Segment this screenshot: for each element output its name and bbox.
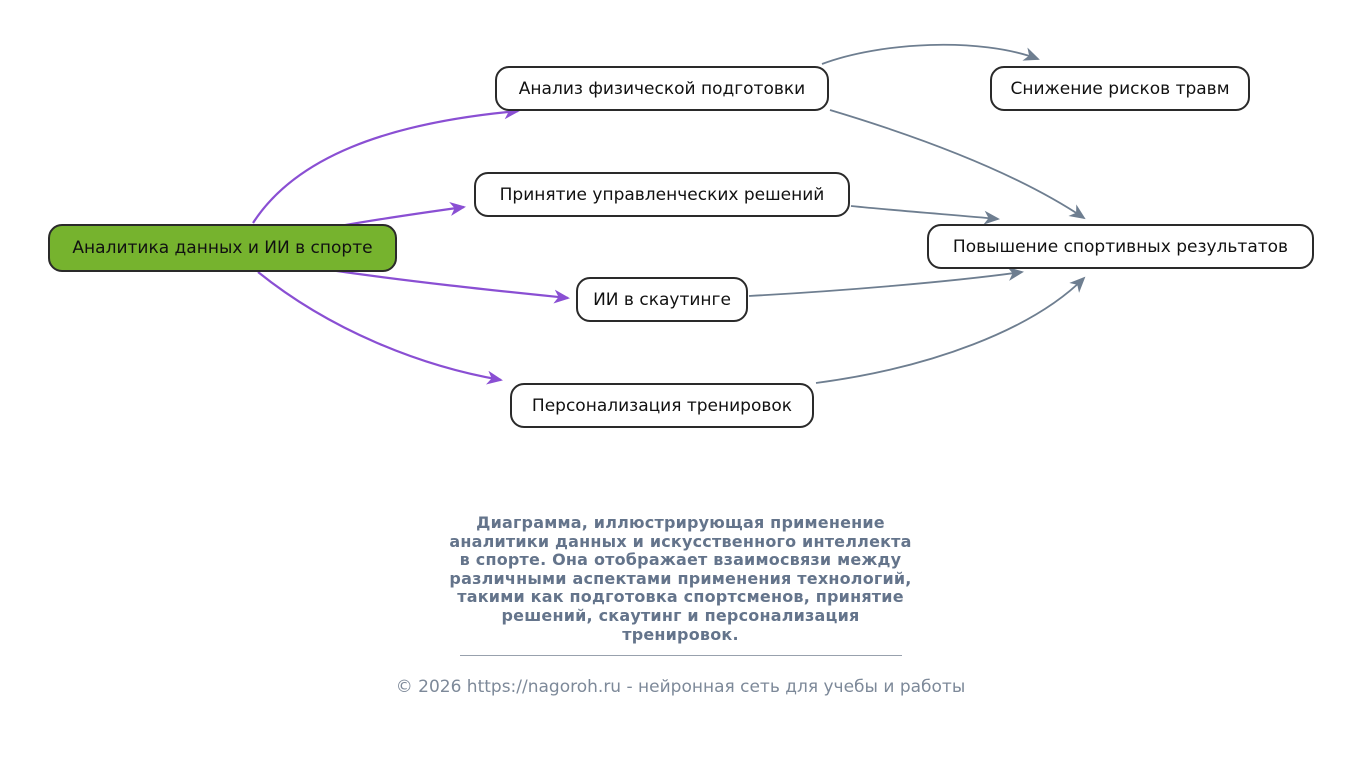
caption-line: такими как подготовка спортсменов, принятие bbox=[457, 587, 904, 607]
node-training-personalization-label: Персонализация тренировок bbox=[531, 395, 793, 416]
node-fitness-analysis-label: Анализ физической подготовки bbox=[518, 78, 806, 99]
footer-credit: © 2026 https://nagoroh.ru - нейронная сеть для учебы и работы bbox=[395, 677, 966, 697]
edge-scouting-to-results bbox=[749, 272, 1022, 296]
edge-fitness-to-results bbox=[830, 110, 1084, 218]
separator-line bbox=[460, 655, 902, 656]
edge-decisions-to-results bbox=[851, 206, 998, 219]
caption-line: аналитики данных и искусственного интеллекта bbox=[449, 531, 912, 551]
node-root bbox=[48, 224, 397, 272]
caption-line: в спорте. Она отображает взаимосвязи между bbox=[459, 550, 902, 570]
node-management-decisions bbox=[474, 172, 850, 217]
node-ai-scouting-label: ИИ в скаутинге bbox=[593, 289, 731, 310]
diagram-caption bbox=[421, 514, 941, 644]
edge-personalization-to-results bbox=[816, 278, 1084, 383]
edge-root-to-scouting bbox=[330, 270, 568, 298]
caption-line: решений, скаутинг и персонализация bbox=[501, 605, 860, 625]
node-training-personalization bbox=[510, 383, 814, 428]
node-injury-risk-reduction-label: Снижение рисков травм bbox=[1010, 78, 1230, 99]
node-performance-improvement-label: Повышение спортивных результатов bbox=[952, 236, 1289, 257]
node-management-decisions-label: Принятие управленческих решений bbox=[499, 184, 825, 205]
node-injury-risk-reduction bbox=[990, 66, 1250, 111]
node-root-label: Аналитика данных и ИИ в спорте bbox=[72, 238, 373, 258]
edge-root-to-personalization bbox=[258, 272, 501, 380]
node-ai-scouting bbox=[576, 277, 748, 322]
node-fitness-analysis bbox=[495, 66, 829, 111]
caption-line: Диаграмма, иллюстрирующая применение bbox=[476, 513, 885, 532]
node-performance-improvement bbox=[927, 224, 1314, 269]
caption-line: различными аспектами применения технологий, bbox=[449, 568, 912, 588]
edge-fitness-to-injury bbox=[822, 45, 1038, 64]
caption-line: тренировок. bbox=[622, 624, 739, 644]
